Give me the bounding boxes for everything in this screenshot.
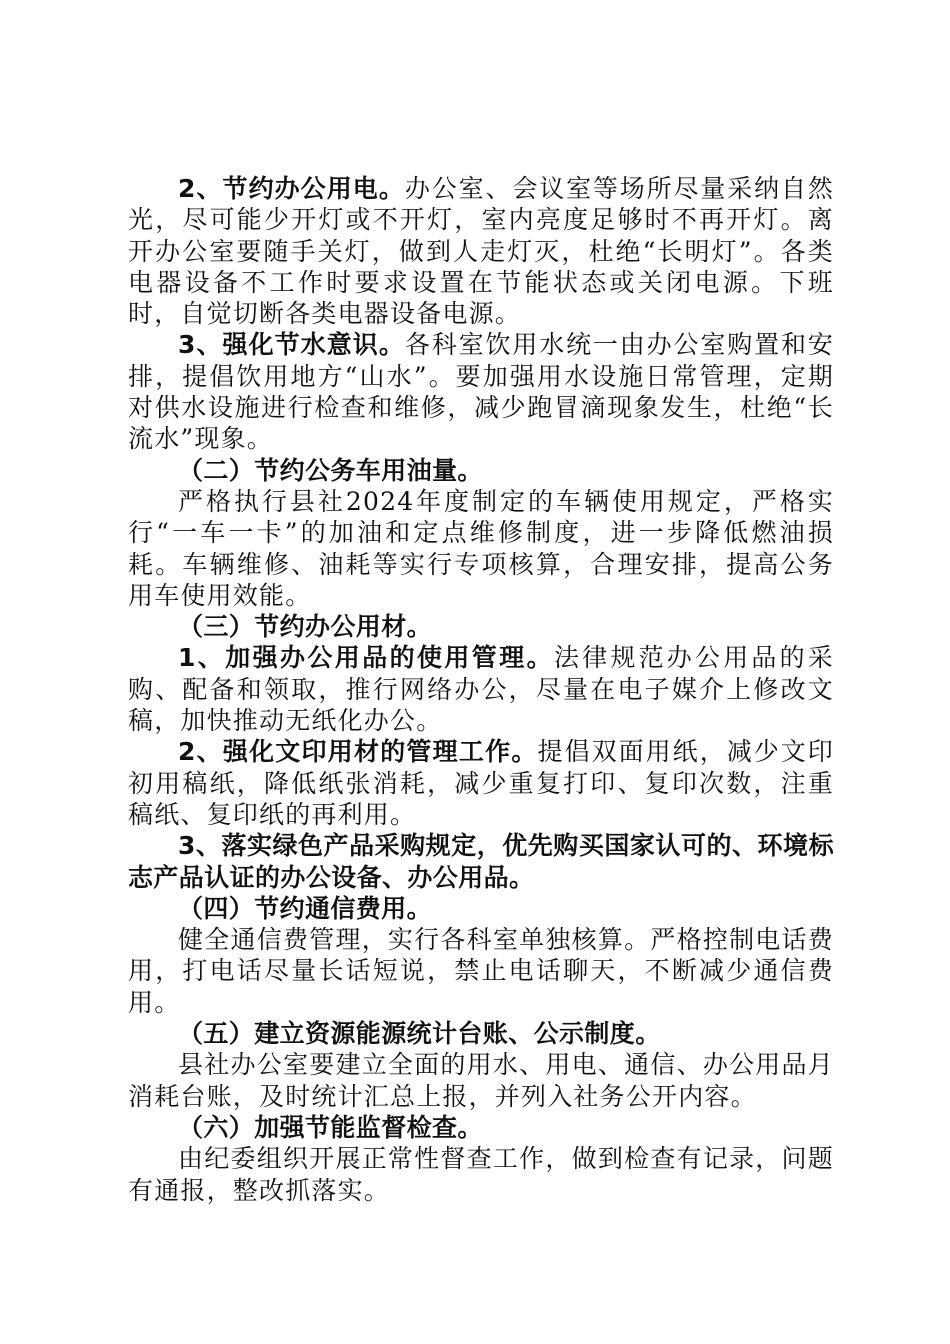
item-lead: 1、加强办公用品的使用管理。 (178, 643, 554, 673)
section-heading-fuel: （二）节约公务车用油量。 (178, 455, 483, 485)
item-body: 法律规范办公用品的采购、配备和领取，推行网络办公，尽量在电子媒介上修改文稿，加快推动无纸化办公。 (128, 643, 834, 736)
paragraph-statistics: 县社办公室要建立全面的用水、用电、通信、办公用品月消耗台账，及时统计汇总上报，并列入社务公开内容。 (128, 1050, 834, 1111)
item-green-procurement: 3、落实绿色产品采购规定，优先购买国家认可的、环境标志产品认证的办公设备、办公用品。 (128, 831, 834, 892)
paragraph-supervision: 由纪委组织开展正常性督查工作，做到检查有记录，问题有通报，整改抓落实。 (128, 1144, 834, 1205)
item-printing-materials (128, 736, 834, 830)
section-heading-materials: （三）节约办公用材。 (178, 612, 433, 642)
item-save-electricity (128, 173, 834, 329)
item-body: 办公室、会议室等场所尽量采纳自然光，尽可能少开灯或不开灯，室内亮度足够时不再开灯。离开办公室要随手关灯，做到人走灯灭，杜绝“长明灯”。各类电器设备不工作时要求设置在节能状态或关闭电源。下班时，自觉切断各类电器设备电源。 (128, 174, 834, 329)
document-body (128, 173, 834, 1206)
item-save-water (128, 329, 834, 454)
item-lead: 2、强化文印用材的管理工作。 (178, 737, 538, 767)
item-body: 提倡双面用纸，减少文印初用稿纸，降低纸张消耗，减少重复打印、复印次数，注重稿纸、复印纸的再利用。 (128, 737, 834, 829)
item-office-supplies (128, 642, 834, 736)
section-heading-communication: （四）节约通信费用。 (178, 893, 433, 923)
paragraph-fuel: 严格执行县社2024年度制定的车辆使用规定，严格实行“一车一卡”的加油和定点维修制度，进一步降低燃油损耗。车辆维修、油耗等实行专项核算，合理安排，提高公务用车使用效能。 (128, 486, 834, 610)
section-heading-supervision: （六）加强节能监督检查。 (178, 1112, 483, 1142)
item-lead: 2、节约办公用电。 (178, 174, 405, 203)
section-heading-statistics: （五）建立资源能源统计台账、公示制度。 (178, 1019, 661, 1049)
item-lead: 3、强化节水意识。 (178, 330, 405, 360)
paragraph-communication: 健全通信费管理，实行各科室单独核算。严格控制电话费用，打电话尽量长话短说，禁止电话聊天，不断减少通信费用。 (128, 925, 834, 1017)
item-body: 各科室饮用水统一由办公室购置和安排，提倡饮用地方“山水”。要加强用水设施日常管理，定期对供水设施进行检查和维修，减少跑冒滴现象发生，杜绝“长流水”现象。 (128, 330, 834, 454)
